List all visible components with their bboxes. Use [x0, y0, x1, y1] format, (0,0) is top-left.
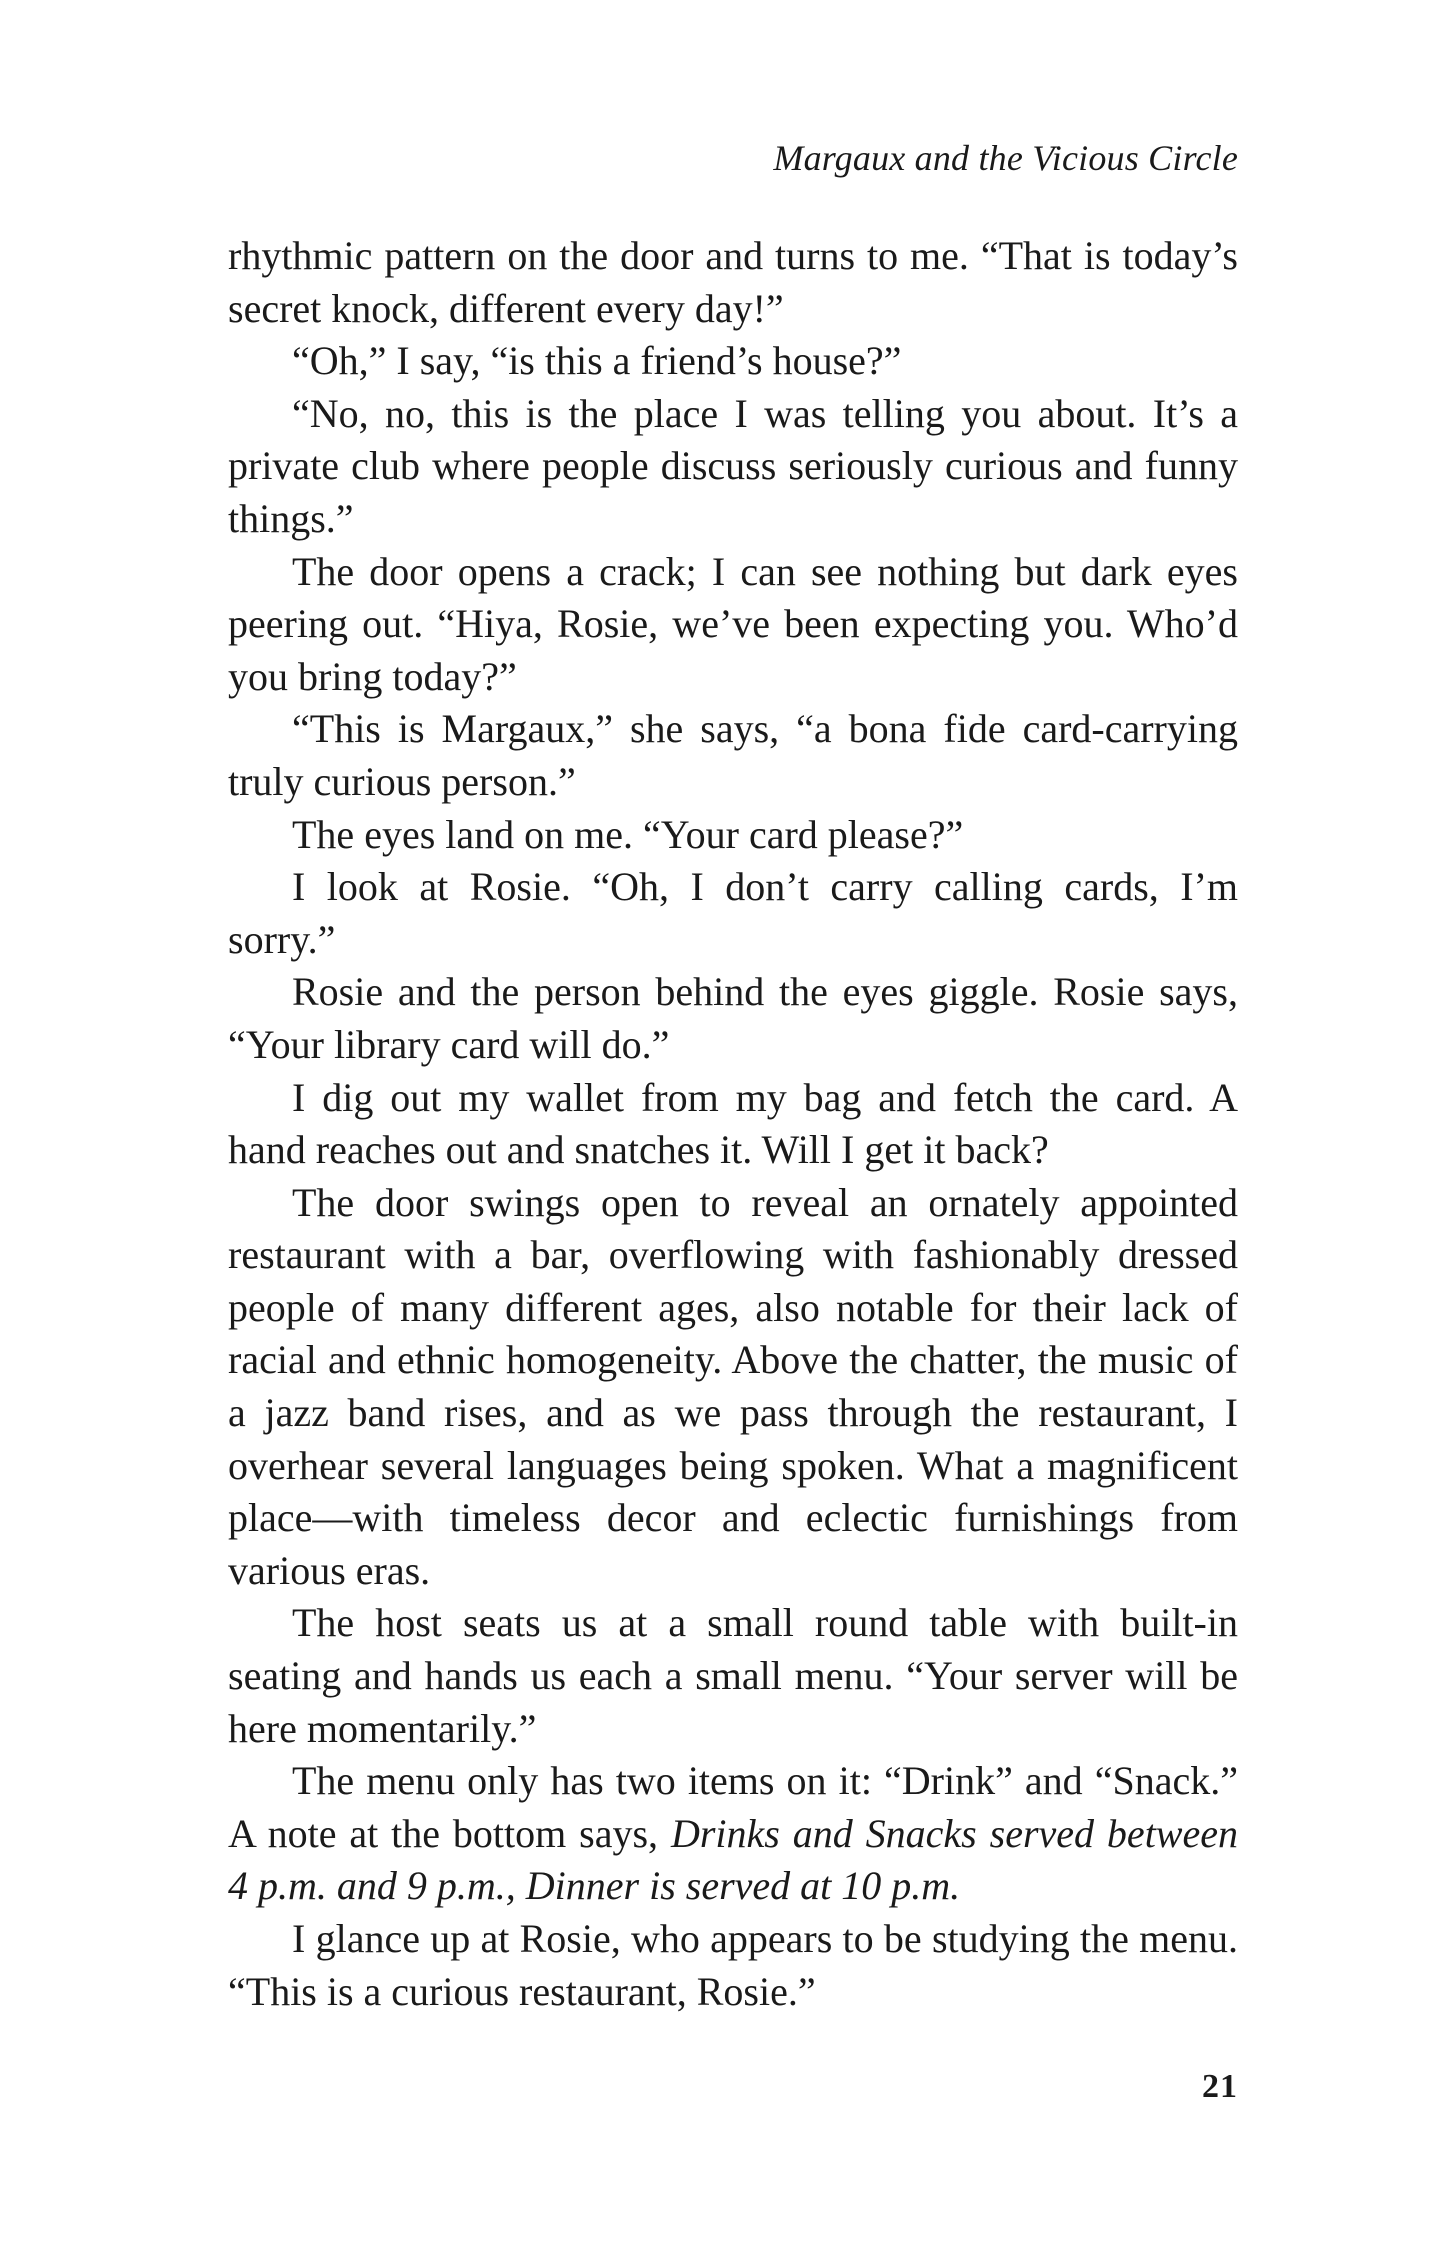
menu-paragraph	[228, 1755, 1238, 1913]
body-text	[228, 230, 1238, 2018]
paragraph: “No, no, this is the place I was telling you about. It’s a private club where people discuss seriously curious and funny things.”	[228, 390, 1238, 541]
page-number: 21	[1202, 2068, 1238, 2105]
paragraph: I dig out my wallet from my bag and fetch the card. A hand reaches out and snatches it. Will I get it back?	[228, 1074, 1238, 1173]
paragraph: I look at Rosie. “Oh, I don’t carry calling cards, I’m sorry.”	[228, 864, 1238, 962]
menu-paragraph-lead: The menu only has two items on it: “Drink” and “Snack.” A note at the bottom says,	[228, 1758, 1238, 1856]
paragraph: I glance up at Rosie, who appears to be studying the menu. “This is a curious restaurant, Rosie.”	[228, 1916, 1238, 2014]
paragraph: “This is Margaux,” she says, “a bona fide card-carrying truly curious person.”	[228, 706, 1238, 804]
paragraph: “Oh,” I say, “is this a friend’s house?”	[292, 338, 902, 384]
paragraph: Rosie and the person behind the eyes giggle. Rosie says, “Your library card will do.”	[228, 969, 1238, 1067]
paragraph: The door opens a crack; I can see nothing but dark eyes peering out. “Hiya, Rosie, we’ve been expecting you. Who’d you bring today?”	[228, 548, 1238, 699]
paragraph: The host seats us at a small round table with built-in seating and hands us each a small menu. “Your server will be here momentarily.”	[228, 1600, 1238, 1751]
running-head: Margaux and the Vicious Circle	[773, 138, 1238, 178]
paragraph: The eyes land on me. “Your card please?”	[292, 811, 964, 857]
paragraph: The door swings open to reveal an ornately appointed restaurant with a bar, overflowing with fashionably dressed people of many different ages, also notable for their lack of racial and ethnic homogeneity. Above the chatter, the music of a jazz band rises, and as we pass through the restaurant, I overhear several languages being spoken. What a magnificent place—with timeless decor and eclectic furnishings from various eras.	[228, 1179, 1238, 1593]
menu-note-italic: Drinks and Snacks served between 4 p.m. and 9 p.m., Dinner is served at 10 p.m.	[228, 1810, 1238, 1909]
paragraph: rhythmic pattern on the door and turns to me. “That is today’s secret knock, different every day!”	[228, 233, 1238, 331]
